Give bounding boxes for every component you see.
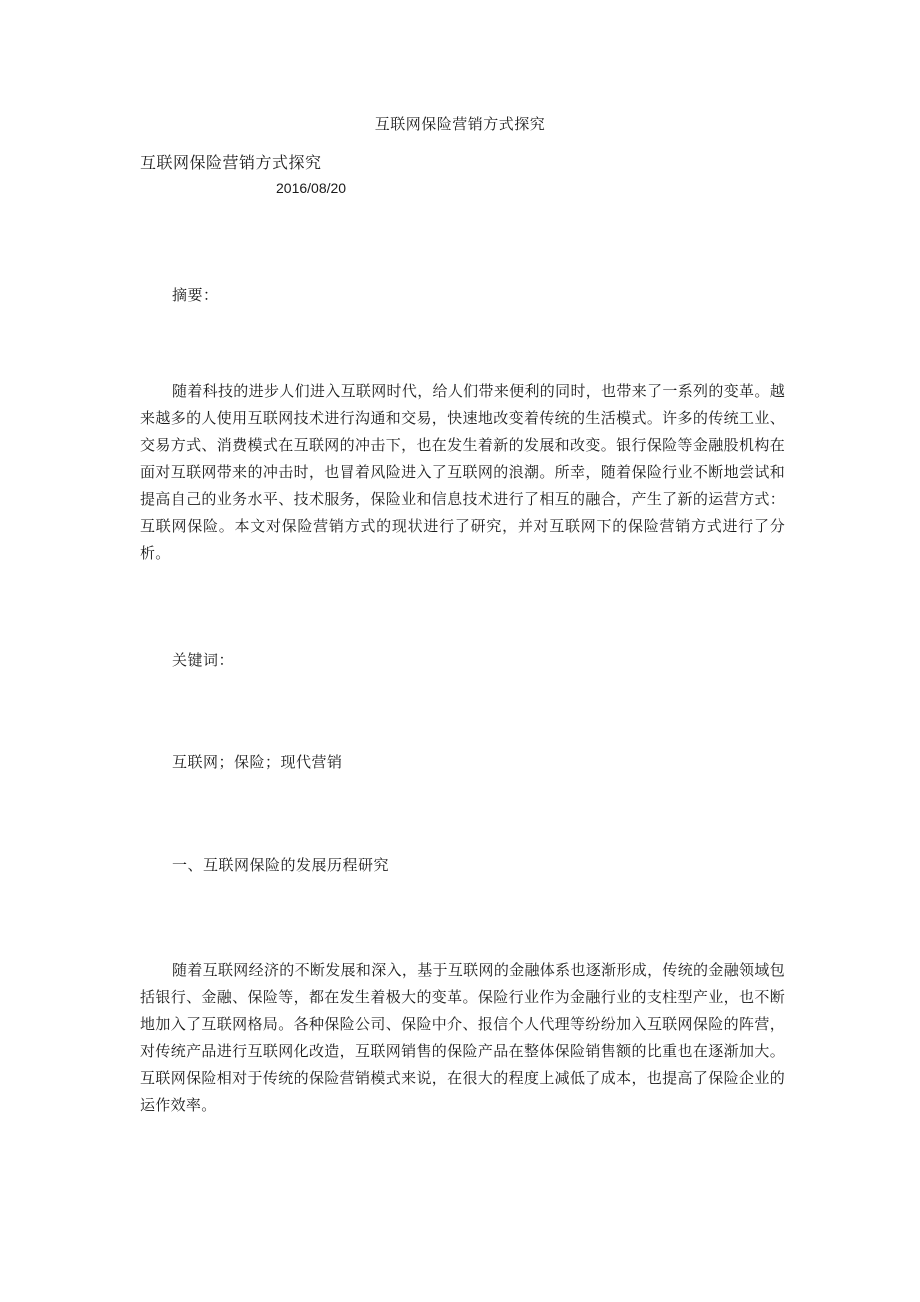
section-heading: 一、互联网保险的发展历程研究: [172, 856, 390, 874]
abstract-paragraph: 随着科技的进步人们进入互联网时代，给人们带来便利的同时，也带来了一系列的变革。越来越多的人使用互联网技术进行沟通和交易，快速地改变着传统的生活模式。许多的传统工业、交易方式、消费模式在互联网的冲击下，也在发生着新的发展和改变。银行保险等金融股机构在面对互联网带来的冲击时，也冒着风险进入了互联网的浪潮。所幸，随着保险行业不断地尝试和提高自己的业务水平、技术服务，保险业和信息技术进行了相互的融合，产生了新的运营方式：互联网保险。本文对保险营销方式的现状进行了研究，并对互联网下的保险营销方式进行了分析。: [140, 382, 785, 562]
document-date: 2016/08/20: [276, 180, 347, 196]
document-title: 互联网保险营销方式探究: [374, 115, 546, 133]
document-subtitle: 互联网保险营销方式探究: [140, 153, 322, 172]
abstract-label: 摘要：: [172, 286, 219, 304]
section-paragraph: 随着互联网经济的不断发展和深入，基于互联网的金融体系也逐渐形成，传统的金融领域包括银行、金融、保险等，都在发生着极大的变革。保险行业作为金融行业的支柱型产业，也不断地加入了互联网格局。各种保险公司、保险中介、报信个人代理等纷纷加入互联网保险的阵营，对传统产品进行互联网化改造，互联网销售的保险产品在整体保险销售额的比重也在逐渐加大。互联网保险相对于传统的保险营销模式来说，在很大的程度上减低了成本，也提高了保险企业的运作效率。: [140, 961, 785, 1114]
keywords-label: 关键词：: [172, 651, 235, 669]
keywords-text: 互联网；保险；现代营销: [172, 753, 343, 771]
